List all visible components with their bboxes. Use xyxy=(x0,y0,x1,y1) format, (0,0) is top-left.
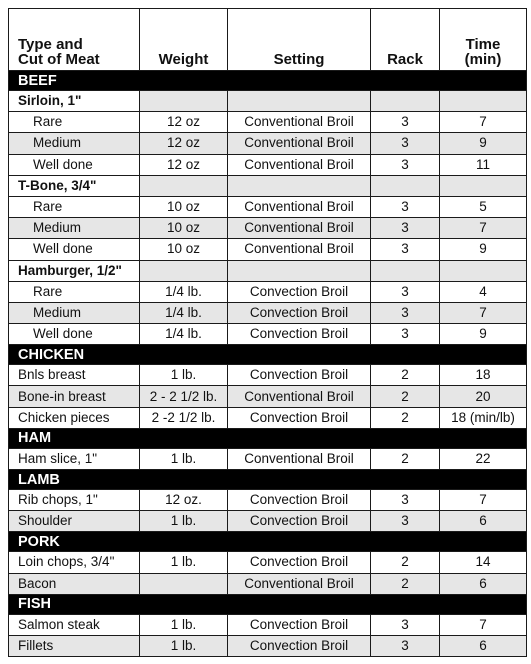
empty-cell xyxy=(440,91,527,112)
weight-cell: 1 lb. xyxy=(140,614,228,635)
time-cell: 20 xyxy=(440,386,527,407)
table-row xyxy=(9,281,527,302)
weight-cell: 10 oz xyxy=(140,218,228,239)
section-label: BEEF xyxy=(9,71,527,91)
setting-cell: Conventional Broil xyxy=(228,154,371,175)
empty-cell xyxy=(371,91,440,112)
cut-cell: Medium xyxy=(9,302,140,323)
setting-cell: Convection Broil xyxy=(228,614,371,635)
cut-cell: Shoulder xyxy=(9,511,140,532)
header-weight: Weight xyxy=(140,9,228,71)
table-row xyxy=(9,218,527,239)
empty-cell xyxy=(140,260,228,281)
setting-cell: Convection Broil xyxy=(228,511,371,532)
broil-chart xyxy=(8,8,527,657)
table-header xyxy=(9,9,527,71)
rack-cell: 3 xyxy=(371,511,440,532)
setting-cell: Convection Broil xyxy=(228,365,371,386)
time-cell: 6 xyxy=(440,511,527,532)
time-cell: 18 xyxy=(440,365,527,386)
subsection-label: Sirloin, 1" xyxy=(9,91,140,112)
rack-cell: 2 xyxy=(371,552,440,573)
weight-cell: 1/4 lb. xyxy=(140,281,228,302)
cut-cell: Medium xyxy=(9,133,140,154)
cut-cell: Rare xyxy=(9,281,140,302)
section-header-row xyxy=(9,532,527,552)
subsection-row xyxy=(9,175,527,196)
setting-cell: Conventional Broil xyxy=(228,196,371,217)
time-cell: 4 xyxy=(440,281,527,302)
empty-cell xyxy=(371,260,440,281)
section-label: PORK xyxy=(9,532,527,552)
rack-cell: 3 xyxy=(371,154,440,175)
weight-cell: 12 oz. xyxy=(140,490,228,511)
table-row xyxy=(9,302,527,323)
table-row xyxy=(9,448,527,469)
cut-cell: Chicken pieces xyxy=(9,407,140,428)
section-header-row xyxy=(9,71,527,91)
time-cell: 7 xyxy=(440,218,527,239)
rack-cell: 2 xyxy=(371,448,440,469)
rack-cell: 3 xyxy=(371,133,440,154)
empty-cell xyxy=(140,175,228,196)
cut-cell: Bnls breast xyxy=(9,365,140,386)
subsection-label: Hamburger, 1/2" xyxy=(9,260,140,281)
rack-cell: 3 xyxy=(371,635,440,656)
weight-cell: 1/4 lb. xyxy=(140,324,228,345)
setting-cell: Convection Broil xyxy=(228,490,371,511)
header-time-line1: Time xyxy=(465,36,501,53)
time-cell: 9 xyxy=(440,133,527,154)
rack-cell: 3 xyxy=(371,112,440,133)
header-type xyxy=(9,9,140,71)
header-time-line2: (min) xyxy=(464,51,502,68)
time-cell: 5 xyxy=(440,196,527,217)
cut-cell: Bone-in breast xyxy=(9,386,140,407)
rack-cell: 3 xyxy=(371,614,440,635)
time-cell: 6 xyxy=(440,635,527,656)
rack-cell: 3 xyxy=(371,490,440,511)
empty-cell xyxy=(140,91,228,112)
setting-cell: Conventional Broil xyxy=(228,573,371,594)
weight-cell: 2 - 2 1/2 lb. xyxy=(140,386,228,407)
setting-cell: Conventional Broil xyxy=(228,112,371,133)
weight-cell: 1 lb. xyxy=(140,448,228,469)
weight-cell xyxy=(140,573,228,594)
section-label: HAM xyxy=(9,428,527,448)
setting-cell: Convection Broil xyxy=(228,324,371,345)
time-cell: 6 xyxy=(440,573,527,594)
rack-cell: 3 xyxy=(371,302,440,323)
empty-cell xyxy=(440,175,527,196)
cut-cell: Medium xyxy=(9,218,140,239)
table-row xyxy=(9,407,527,428)
cut-cell: Rib chops, 1" xyxy=(9,490,140,511)
rack-cell: 3 xyxy=(371,281,440,302)
table-row xyxy=(9,196,527,217)
time-cell: 7 xyxy=(440,490,527,511)
weight-cell: 10 oz xyxy=(140,239,228,260)
section-label: LAMB xyxy=(9,470,527,490)
rack-cell: 2 xyxy=(371,407,440,428)
weight-cell: 1 lb. xyxy=(140,511,228,532)
header-time xyxy=(440,9,527,71)
weight-cell: 1 lb. xyxy=(140,635,228,656)
table-row xyxy=(9,635,527,656)
time-cell: 18 (min/lb) xyxy=(440,407,527,428)
broil-table xyxy=(8,8,527,657)
weight-cell: 12 oz xyxy=(140,112,228,133)
table-row xyxy=(9,365,527,386)
cut-cell: Bacon xyxy=(9,573,140,594)
time-cell: 11 xyxy=(440,154,527,175)
cut-cell: Well done xyxy=(9,324,140,345)
rack-cell: 3 xyxy=(371,218,440,239)
header-setting: Setting xyxy=(228,9,371,71)
setting-cell: Conventional Broil xyxy=(228,133,371,154)
rack-cell: 2 xyxy=(371,573,440,594)
empty-cell xyxy=(228,260,371,281)
section-header-row xyxy=(9,428,527,448)
table-row xyxy=(9,324,527,345)
time-cell: 9 xyxy=(440,239,527,260)
empty-cell xyxy=(371,175,440,196)
table-row xyxy=(9,511,527,532)
table-row xyxy=(9,386,527,407)
header-rack: Rack xyxy=(371,9,440,71)
time-cell: 14 xyxy=(440,552,527,573)
time-cell: 7 xyxy=(440,302,527,323)
weight-cell: 1/4 lb. xyxy=(140,302,228,323)
header-type-line2: Cut of Meat xyxy=(18,51,100,68)
section-header-row xyxy=(9,345,527,365)
cut-cell: Loin chops, 3/4" xyxy=(9,552,140,573)
time-cell: 9 xyxy=(440,324,527,345)
section-header-row xyxy=(9,470,527,490)
rack-cell: 3 xyxy=(371,324,440,345)
cut-cell: Ham slice, 1" xyxy=(9,448,140,469)
setting-cell: Convection Broil xyxy=(228,281,371,302)
empty-cell xyxy=(440,260,527,281)
table-row xyxy=(9,133,527,154)
cut-cell: Salmon steak xyxy=(9,614,140,635)
header-type-line1: Type and xyxy=(18,36,83,53)
rack-cell: 3 xyxy=(371,239,440,260)
table-body xyxy=(9,71,527,657)
setting-cell: Convection Broil xyxy=(228,302,371,323)
setting-cell: Convection Broil xyxy=(228,552,371,573)
empty-cell xyxy=(228,175,371,196)
time-cell: 22 xyxy=(440,448,527,469)
time-cell: 7 xyxy=(440,614,527,635)
setting-cell: Conventional Broil xyxy=(228,218,371,239)
section-label: FISH xyxy=(9,594,527,614)
weight-cell: 2 -2 1/2 lb. xyxy=(140,407,228,428)
table-row xyxy=(9,490,527,511)
cut-cell: Rare xyxy=(9,112,140,133)
time-cell: 7 xyxy=(440,112,527,133)
cut-cell: Rare xyxy=(9,196,140,217)
empty-cell xyxy=(228,91,371,112)
subsection-label: T-Bone, 3/4" xyxy=(9,175,140,196)
table-row xyxy=(9,552,527,573)
cut-cell: Well done xyxy=(9,239,140,260)
table-row xyxy=(9,112,527,133)
rack-cell: 2 xyxy=(371,365,440,386)
table-row xyxy=(9,614,527,635)
setting-cell: Conventional Broil xyxy=(228,448,371,469)
setting-cell: Convection Broil xyxy=(228,635,371,656)
cut-cell: Fillets xyxy=(9,635,140,656)
setting-cell: Convection Broil xyxy=(228,407,371,428)
weight-cell: 12 oz xyxy=(140,133,228,154)
weight-cell: 10 oz xyxy=(140,196,228,217)
section-label: CHICKEN xyxy=(9,345,527,365)
cut-cell: Well done xyxy=(9,154,140,175)
subsection-row xyxy=(9,260,527,281)
table-row xyxy=(9,239,527,260)
weight-cell: 1 lb. xyxy=(140,365,228,386)
subsection-row xyxy=(9,91,527,112)
setting-cell: Conventional Broil xyxy=(228,239,371,260)
table-row xyxy=(9,573,527,594)
rack-cell: 3 xyxy=(371,196,440,217)
weight-cell: 1 lb. xyxy=(140,552,228,573)
table-row xyxy=(9,154,527,175)
setting-cell: Conventional Broil xyxy=(228,386,371,407)
weight-cell: 12 oz xyxy=(140,154,228,175)
section-header-row xyxy=(9,594,527,614)
rack-cell: 2 xyxy=(371,386,440,407)
